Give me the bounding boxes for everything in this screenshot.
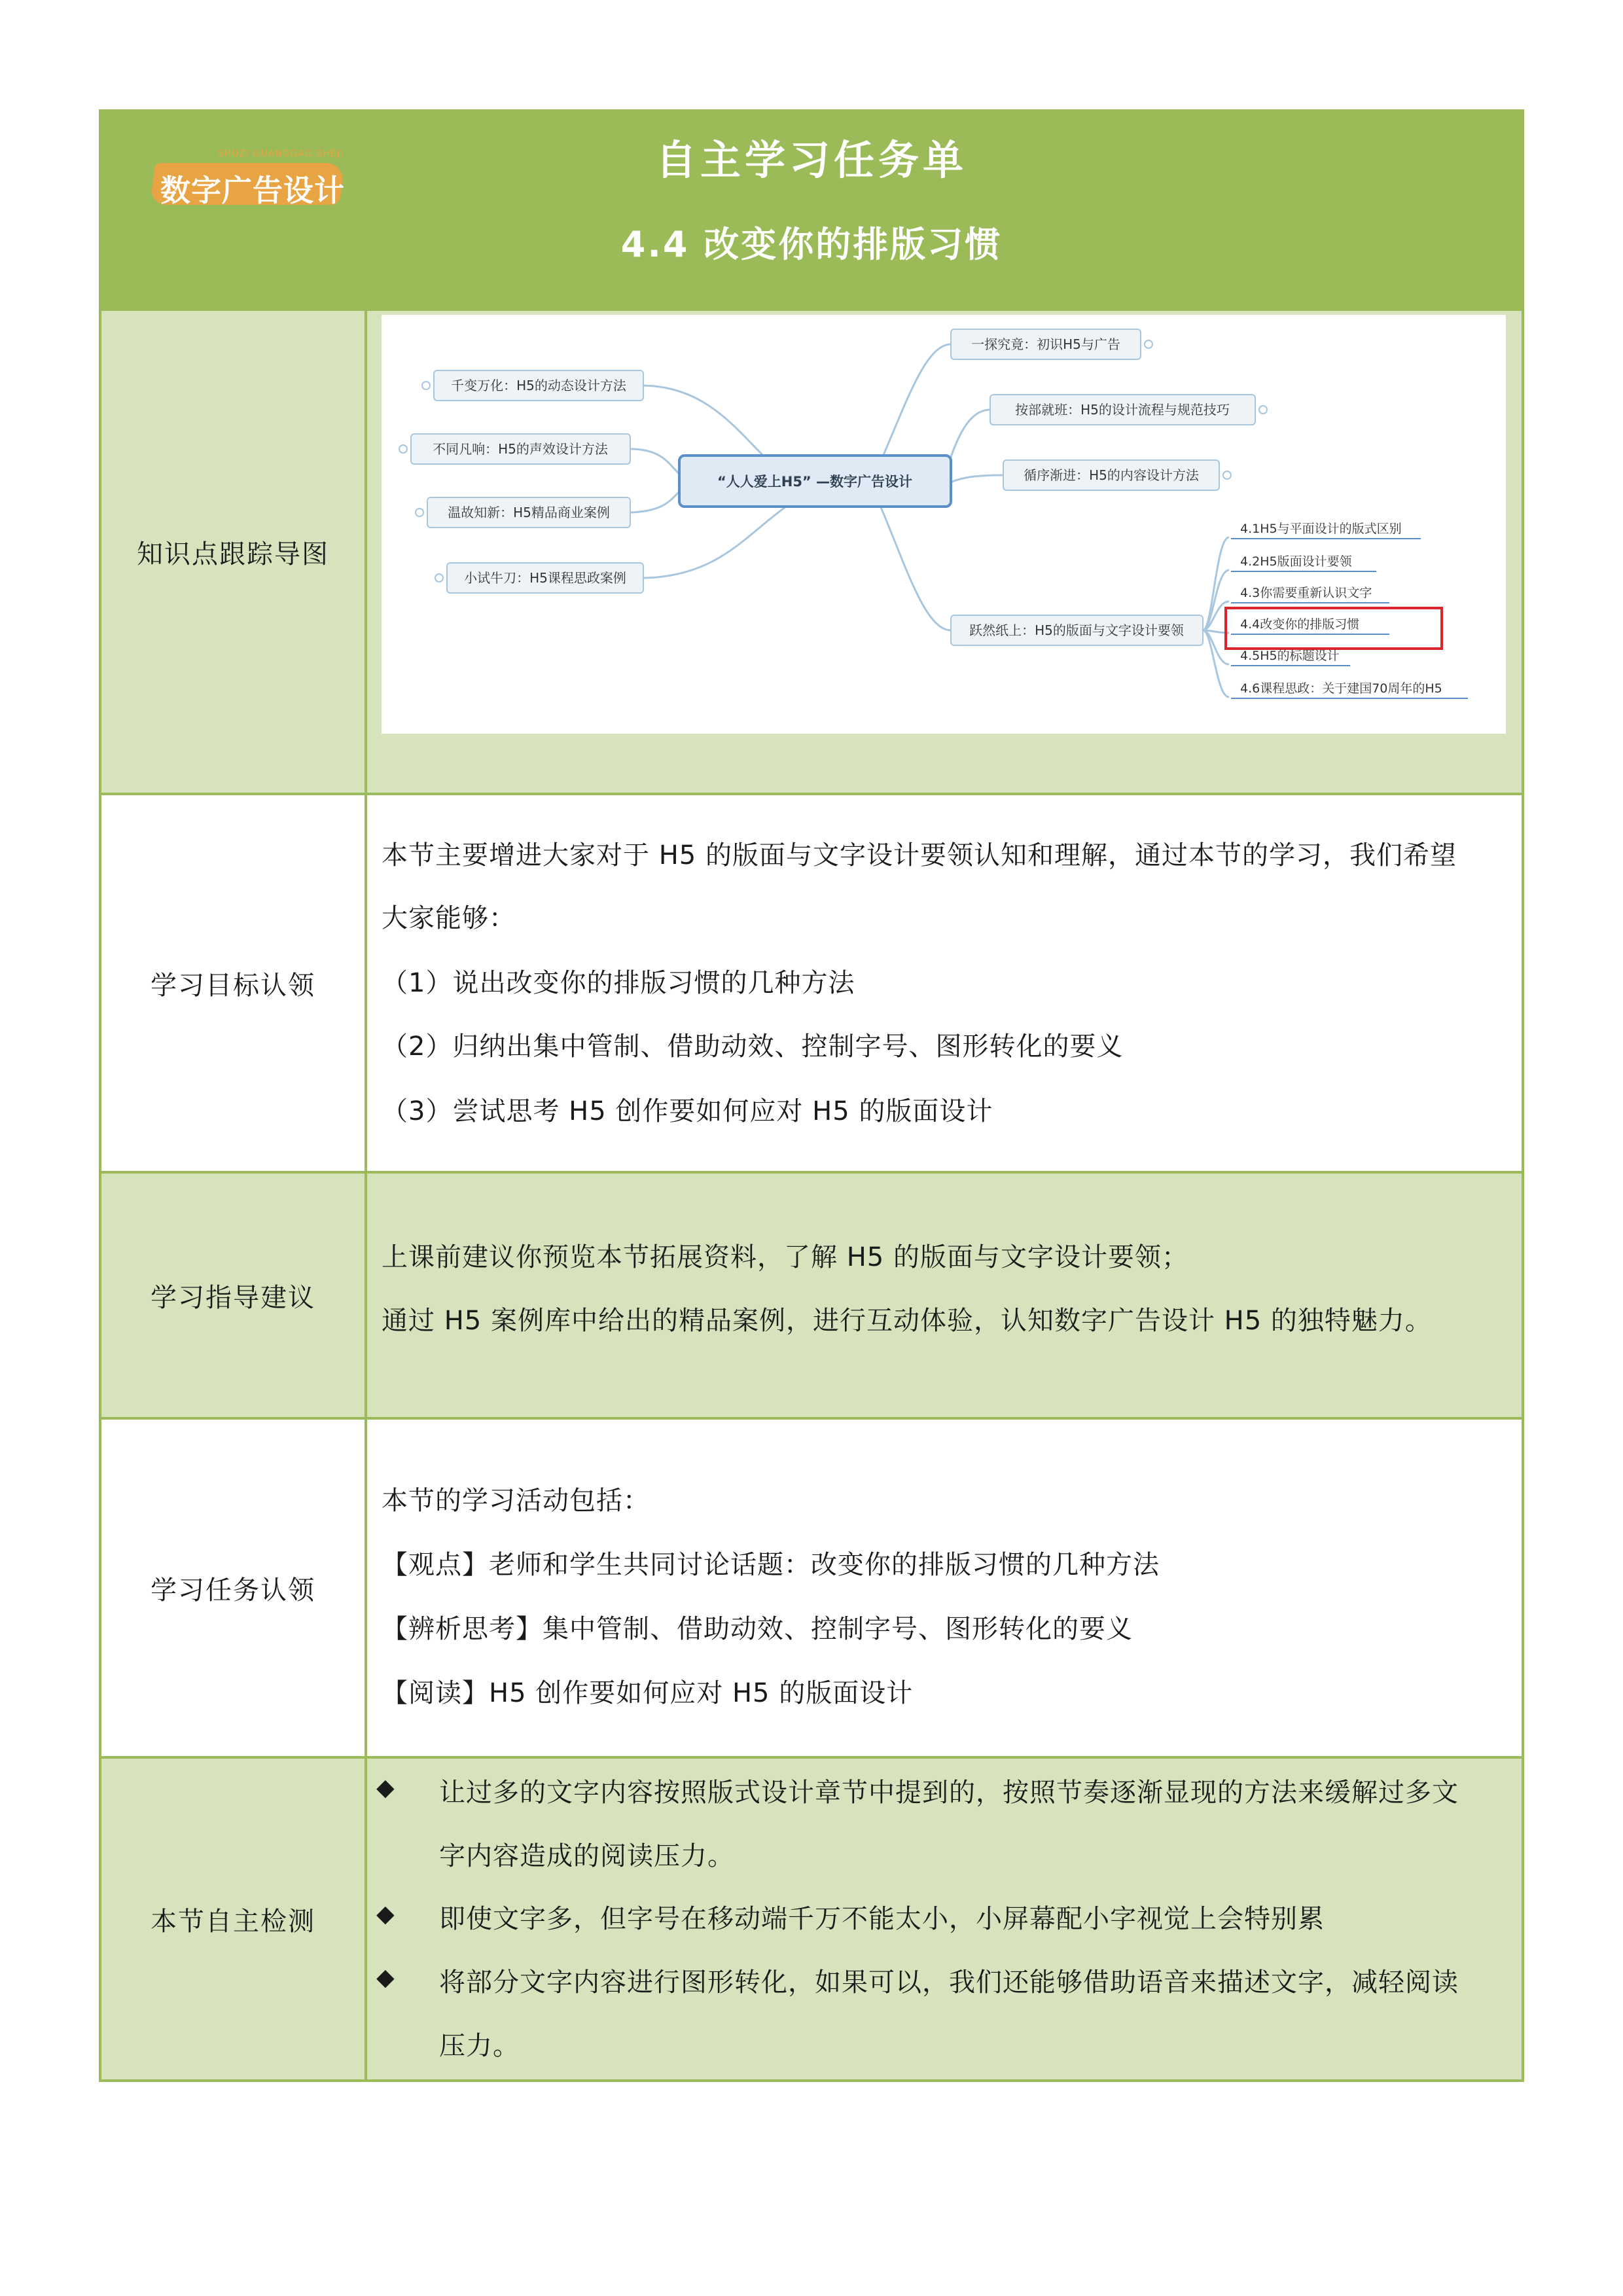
expand-icon	[435, 574, 443, 582]
connector-left-4	[643, 501, 794, 578]
row-content	[367, 1759, 1522, 2079]
connector-right-4	[879, 503, 951, 630]
logo-text: 数字广告设计	[160, 173, 345, 208]
row-content	[367, 1174, 1522, 1417]
mind-map	[382, 315, 1506, 734]
row-content	[367, 1420, 1522, 1756]
sub-node-4: 4.4改变你的排版习惯	[1240, 617, 1360, 632]
connector-left-3	[630, 492, 679, 512]
task-sheet-table	[99, 109, 1524, 2082]
expand-icon	[399, 445, 407, 453]
expand-icon	[1145, 340, 1152, 348]
logo-small-text: SHUZI GUANGGAO SHEJI	[218, 149, 344, 159]
text-line: （2）归纳出集中管制、借助动效、控制字号、图形转化的要义	[382, 1031, 1124, 1062]
row-objectives	[101, 793, 1522, 1171]
diamond-bullet-icon: ◆	[376, 1774, 395, 1801]
row-self-check	[101, 1756, 1522, 2079]
sub-node-6: 4.6课程思政：关于建国70周年的H5	[1240, 681, 1442, 696]
right-node-2-label: 按部就班：H5的设计流程与规范技巧	[1015, 402, 1230, 418]
text-line: 通过 H5 案例库中给出的精品案例，进行互动体验，认知数字广告设计 H5 的独特魅力。	[382, 1306, 1432, 1336]
row-label: 学习目标认领	[101, 795, 367, 1171]
text-line: 压力。	[439, 2031, 520, 2061]
row-tasks	[101, 1417, 1522, 1756]
row-label: 知识点跟踪导图	[101, 311, 367, 793]
row-label: 本节自主检测	[101, 1759, 367, 2079]
right-node-3-label: 循序渐进：H5的内容设计方法	[1024, 467, 1199, 483]
mind-map-svg	[382, 315, 1506, 734]
expand-icon	[416, 509, 423, 516]
header-banner	[101, 112, 1522, 308]
left-node-1-label: 千变万化：H5的动态设计方法	[451, 378, 626, 393]
text-line: 上课前建议你预览本节拓展资料，了解 H5 的版面与文字设计要领；	[382, 1242, 1188, 1272]
right-node-4-label: 跃然纸上：H5的版面与文字设计要领	[969, 622, 1184, 638]
row-mindmap	[101, 308, 1522, 793]
row-label: 学习指导建议	[101, 1174, 367, 1417]
left-node-4-label: 小试牛刀：H5课程思政案例	[464, 570, 626, 586]
text-line: 本节主要增进大家对于 H5 的版面与文字设计要领认知和理解，通过本节的学习，我们希望	[382, 840, 1457, 870]
connector-right-3	[944, 475, 1003, 485]
text-line: 即使文字多，但字号在移动端千万不能太小，小屏幕配小字视觉上会特别累	[439, 1904, 1325, 1934]
page-subtitle: 4.4 改变你的排版习惯	[620, 224, 1003, 265]
row-guidance	[101, 1171, 1522, 1417]
left-node-2-label: 不同凡响：H5的声效设计方法	[433, 441, 608, 457]
text-line: 将部分文字内容进行图形转化，如果可以，我们还能够借助语音来描述文字，减轻阅读	[439, 1967, 1459, 1998]
row-content	[367, 311, 1522, 793]
connector-right-1	[879, 344, 951, 465]
expand-icon	[1259, 406, 1267, 414]
expand-icon	[1223, 471, 1231, 479]
left-node-3-label: 温故知新：H5精品商业案例	[448, 505, 610, 520]
text-line: 让过多的文字内容按照版式设计章节中提到的，按照节奏逐渐显现的方法来缓解过多文	[439, 1778, 1459, 1808]
text-line: （3）尝试思考 H5 创作要如何应对 H5 的版面设计	[382, 1096, 993, 1126]
center-node-label: “人人爱上H5” —数字广告设计	[717, 474, 913, 490]
row-content	[367, 795, 1522, 1171]
text-line: 【阅读】H5 创作要如何应对 H5 的版面设计	[382, 1678, 914, 1708]
sub-node-5: 4.5H5的标题设计	[1240, 649, 1340, 663]
text-line: 本节的学习活动包括：	[382, 1486, 650, 1516]
text-line: （1）说出改变你的排版习惯的几种方法	[382, 968, 855, 998]
diamond-bullet-icon: ◆	[376, 1901, 395, 1928]
connector-left-2	[630, 449, 679, 474]
row-label: 学习任务认领	[101, 1420, 367, 1756]
sub-node-2: 4.2H5版面设计要领	[1240, 554, 1352, 569]
text-line: 字内容造成的阅读压力。	[439, 1841, 734, 1871]
text-line: 大家能够：	[382, 903, 516, 933]
sub-node-3: 4.3你需要重新认识文字	[1240, 586, 1372, 600]
text-line: 【观点】老师和学生共同讨论话题：改变你的排版习惯的几种方法	[382, 1550, 1160, 1580]
diamond-bullet-icon: ◆	[376, 1964, 395, 1991]
expand-icon	[422, 382, 430, 389]
right-node-1-label: 一探究竟：初识H5与广告	[971, 336, 1120, 352]
page-title: 自主学习任务单	[655, 136, 967, 184]
text-line: 【辨析思考】集中管制、借助动效、控制字号、图形转化的要义	[382, 1614, 1133, 1644]
sub-node-1: 4.1H5与平面设计的版式区别	[1240, 522, 1402, 536]
